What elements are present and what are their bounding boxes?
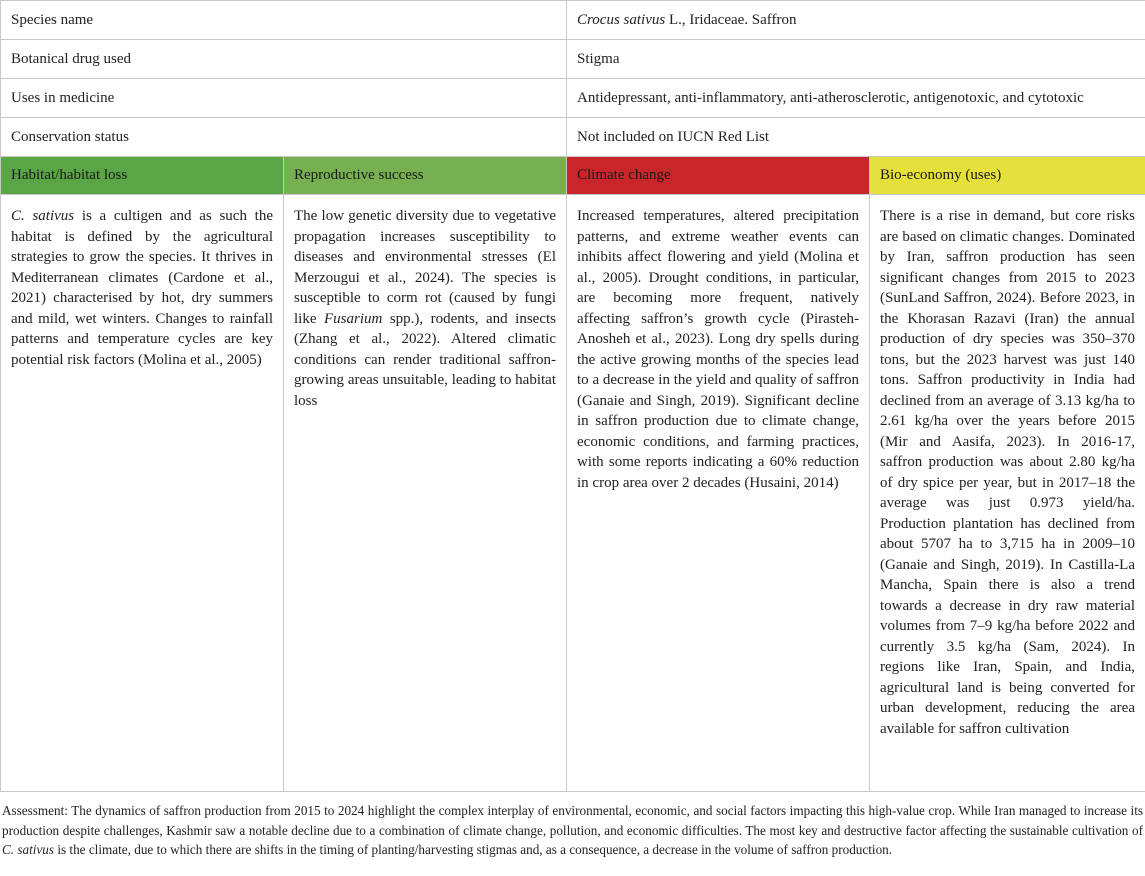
assessment-text-a: Assessment: The dynamics of saffron production from 2015 to 2024 highlight the complex interplay of environmental, economic, and social factors impacting this high-value crop. While Iran managed to increase its production despite challenges, Kashmir saw a notable decline due to a combination of climate change, pollution, and economic difficulties. The most key and destructive factor affecting the sustainable cultivation of	[2, 803, 1143, 838]
category-bio-economy: Bio-economy (uses)	[870, 157, 1145, 195]
category-reproductive-success: Reproductive success	[284, 157, 567, 195]
info-row-uses-in-medicine	[1, 79, 1145, 118]
climate-text-cell: Increased temperatures, altered precipitation patterns, and extreme weather events can inhibits affect flowering and yield (Molina et al., 2005). Drought conditions, in particular, are becoming more frequent, natively affecting saffron’s growth cycle (Pirasteh-Anosheh et al., 2023). Long dry spells during the active growing months of the species lead to a decrease in the yield and quality of saffron (Ganaie and Singh, 2019). Significant decline in saffron production due to climate change, economic conditions, and farming practices, with some reports indicating a 60% reduction in crop area over 2 decades (Husaini, 2014)	[567, 195, 870, 792]
info-value	[567, 1, 1145, 40]
assessment-paragraph	[0, 792, 1145, 860]
category-body-row	[1, 195, 1145, 792]
info-label: Botanical drug used	[1, 40, 567, 79]
reproductive-text-a: The low genetic diversity due to vegetative propagation increases susceptibility to diseases and environmental stresses (El Merzougui et al., 2024). The species is susceptible to corm rot (caused by fungi like	[294, 208, 556, 327]
habitat-species-italic: C. sativus	[11, 208, 75, 224]
species-rest: L., Iridaceae. Saffron	[665, 12, 797, 29]
info-value: Not included on IUCN Red List	[567, 118, 1145, 157]
reproductive-text-b: spp.), rodents, and insects (Zhang et al., 2022). Altered climatic conditions can render traditional saffron-growing areas unsuitable, leading to habitat loss	[294, 310, 556, 409]
info-value: Antidepressant, anti-inflammatory, anti-atherosclerotic, antigenotoxic, and cytotoxic	[567, 79, 1145, 118]
category-header-row	[1, 157, 1145, 195]
info-label: Species name	[1, 1, 567, 40]
info-label: Conservation status	[1, 118, 567, 157]
info-row-botanical-drug	[1, 40, 1145, 79]
bioeconomy-text-cell: There is a rise in demand, but core risks are based on climatic changes. Dominated by Iran, saffron production has seen significant changes from 2015 to 2023 (SunLand Saffron, 2024). Before 2023, in the Khorasan Razavi (Iran) the annual production of dry species was 350–370 tons, but the 2023 harvest was just 140 tons. Saffron productivity in India had declined from an average of 3.13 kg/ha to 2.61 kg/ha over the years before 2015 (Mir and Aasifa, 2023). In 2016-17, saffron production was about 2.80 kg/ha of dry spice per year, but in 2017–18 the average was just 0.973 yield/ha. Production plantation has declined from about 5707 ha to 3,715 ha in 2009–10 (Ganaie and Singh, 2019). In Castilla-La Mancha, Spain there is also a trend towards a decrease in dry raw material volumes from 7–9 kg/ha before 2022 and currently 3.5 kg/ha (Sam, 2024). In regions like Iran, Spain, and India, agricultural land is being converted for urban development, reducing the area available for saffron cultivation	[870, 195, 1145, 792]
assessment-species-italic: C. sativus	[2, 842, 55, 857]
species-italic: Crocus sativus	[577, 12, 666, 29]
reproductive-genus-italic: Fusarium	[323, 310, 383, 327]
info-value: Stigma	[567, 40, 1145, 79]
info-row-species-name	[1, 1, 1145, 40]
assessment-text-b: is the climate, due to which there are shifts in the timing of planting/harvesting stigmas and, as a consequence, a decrease in the volume of saffron production.	[54, 842, 893, 857]
reproductive-text-cell	[284, 195, 567, 792]
habitat-text-cell	[1, 195, 284, 792]
info-label: Uses in medicine	[1, 79, 567, 118]
category-habitat-loss: Habitat/habitat loss	[1, 157, 284, 195]
category-climate-change: Climate change	[567, 157, 870, 195]
habitat-text: is a cultigen and as such the habitat is defined by the agricultural strategies to grow the species. It thrives in Mediterranean climates (Cardone et al., 2021) characterised by hot, dry summers and mild, wet winters. Changes to rainfall patterns and temperature cycles are key potential risk factors (Molina et al., 2005)	[11, 208, 273, 368]
info-row-conservation-status	[1, 118, 1145, 157]
